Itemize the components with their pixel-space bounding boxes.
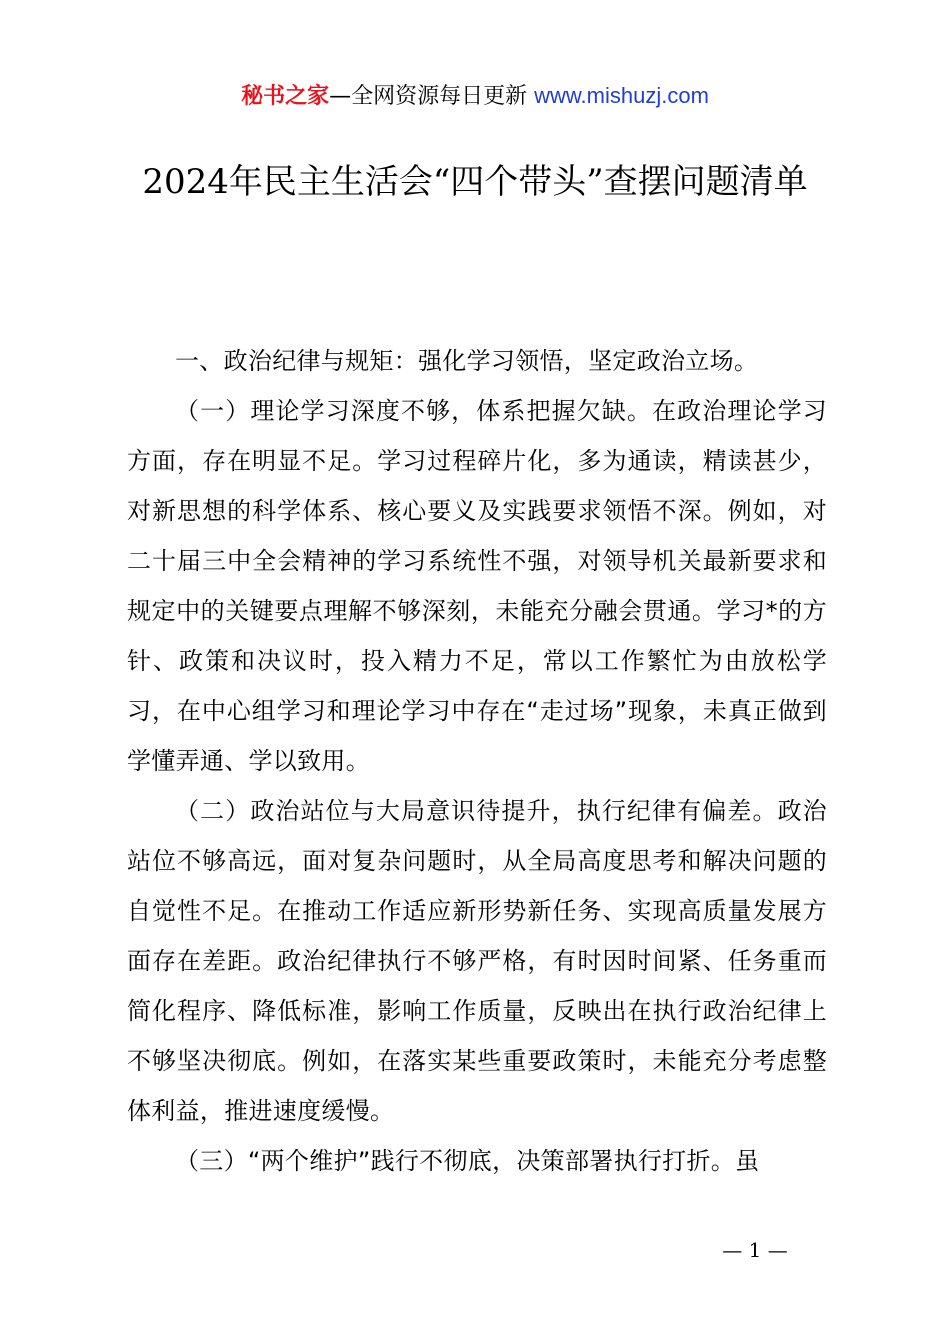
document-body bbox=[127, 336, 827, 1186]
paragraph-2: （二）政治站位与大局意识待提升，执行纪律有偏差。政治站位不够高远，面对复杂问题时，从全局高度思考和解决问题的自觉性不足。在推动工作适应新形势新任务、实现高质量发展方面存在差距。政治纪律执行不够严格，有时因时间紧、任务重而简化程序、降低标准，影响工作质量，反映出在执行政治纪律上不够坚决彻底。例如，在落实某些重要政策时，未能充分考虑整体利益，推进速度缓慢。 bbox=[127, 797, 827, 1125]
site-brand: 秘书之家 bbox=[241, 84, 330, 109]
document-title: 2024年民主生活会“四个带头”查摆问题清单 bbox=[142, 162, 808, 202]
site-header bbox=[0, 80, 950, 113]
site-url-link[interactable]: www.mishuzj.com bbox=[534, 83, 709, 108]
page-number: — 1 — bbox=[722, 1238, 788, 1262]
site-tagline: —全网资源每日更新 bbox=[329, 84, 535, 109]
paragraph-1: （一）理论学习深度不够，体系把握欠缺。在政治理论学习方面，存在明显不足。学习过程碎片化，多为通读，精读甚少，对新思想的科学体系、核心要义及实践要求领悟不深。例如，对二十届三中全会精神的学习系统性不强，对领导机关最新要求和规定中的关键要点理解不够深刻，未能充分融会贯通。学习*的方针、政策和决议时，投入精力不足，常以工作繁忙为由放松学习，在中心组学习和理论学习中存在“走过场”现象，未真正做到学懂弄通、学以致用。 bbox=[127, 397, 827, 775]
section-heading-1: 一、政治纪律与规矩：强化学习领悟，坚定政治立场。 bbox=[175, 347, 759, 375]
paragraph-3: （三）“两个维护”践行不彻底，决策部署执行打折。虽 bbox=[175, 1147, 760, 1175]
